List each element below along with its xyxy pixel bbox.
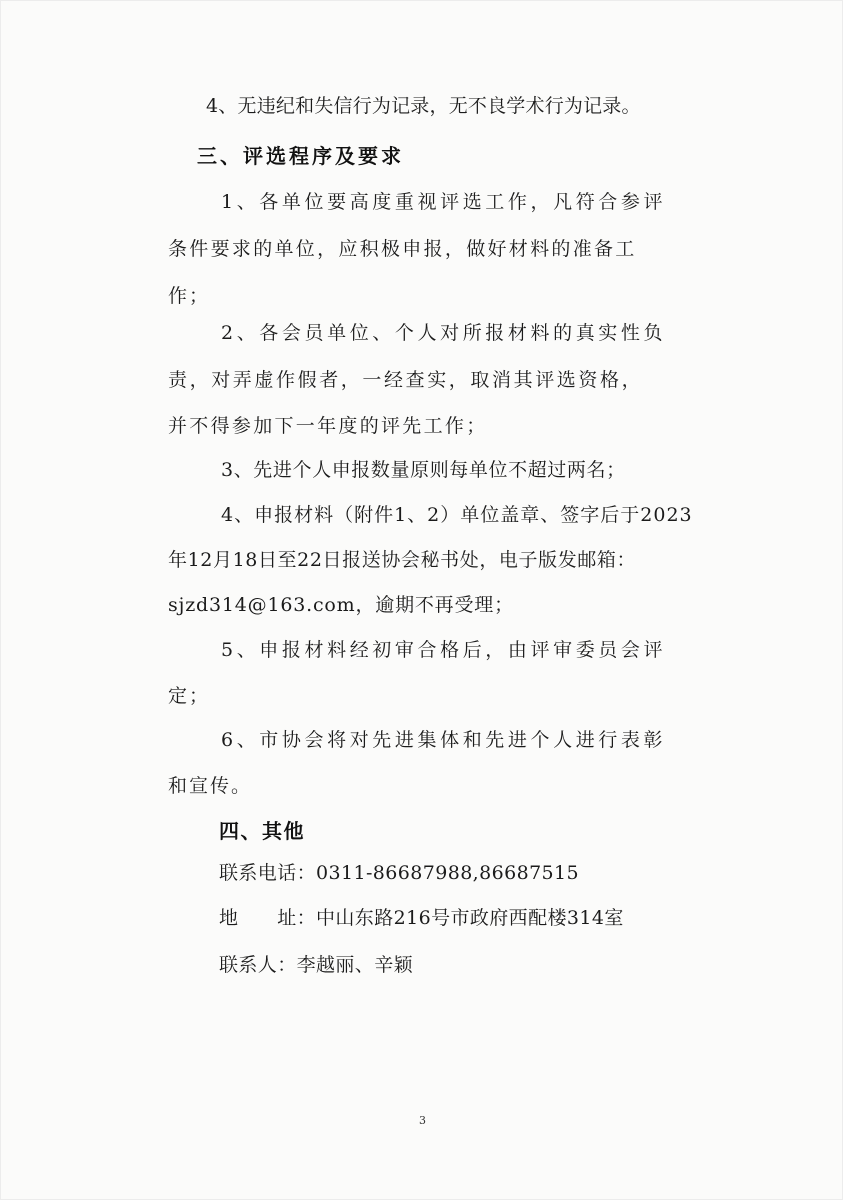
item-1-line-2: 条件要求的单位，应积极申报，做好材料的准备工 [168, 238, 637, 260]
section-4-heading: 四、其他 [219, 819, 305, 843]
contact-phone: 联系电话：0311-86687988,86687515 [219, 862, 580, 884]
item-6-line-2: 和宣传。 [168, 775, 253, 797]
item-4-line-3: sjzd314@163.com，逾期不再受理； [168, 594, 514, 616]
item-6-line-1: 6、市协会将对先进集体和先进个人进行表彰 [221, 729, 667, 751]
contact-person: 联系人：李越丽、辛颖 [219, 954, 414, 976]
item-5-line-1: 5、申报材料经初审合格后，由评审委员会评 [221, 639, 667, 661]
condition-4-line: 4、无违纪和失信行为记录，无不良学术行为记录。 [206, 95, 641, 117]
page-number: 3 [419, 1114, 426, 1127]
item-5-line-2: 定； [168, 685, 211, 707]
item-4-line-2: 年12月18日至22日报送协会秘书处，电子版发邮箱： [168, 549, 637, 571]
item-2-line-2: 责，对弄虚作假者，一经查实，取消其评选资格， [168, 369, 644, 391]
item-3-line-1: 3、先进个人申报数量原则每单位不超过两名； [221, 459, 626, 481]
item-2-line-3: 并不得参加下一年度的评先工作； [168, 415, 488, 437]
item-4-line-1: 4、申报材料（附件1、2）单位盖章、签字后于2023 [221, 504, 693, 526]
item-1-line-3: 作； [168, 285, 211, 307]
item-2-line-1: 2、各会员单位、个人对所报材料的真实性负 [221, 322, 667, 344]
contact-address: 地 址：中山东路216号市政府西配楼314室 [219, 907, 624, 929]
section-3-heading: 三、评选程序及要求 [197, 144, 404, 168]
item-1-line-1: 1、各单位要高度重视评选工作，凡符合参评 [221, 191, 667, 213]
